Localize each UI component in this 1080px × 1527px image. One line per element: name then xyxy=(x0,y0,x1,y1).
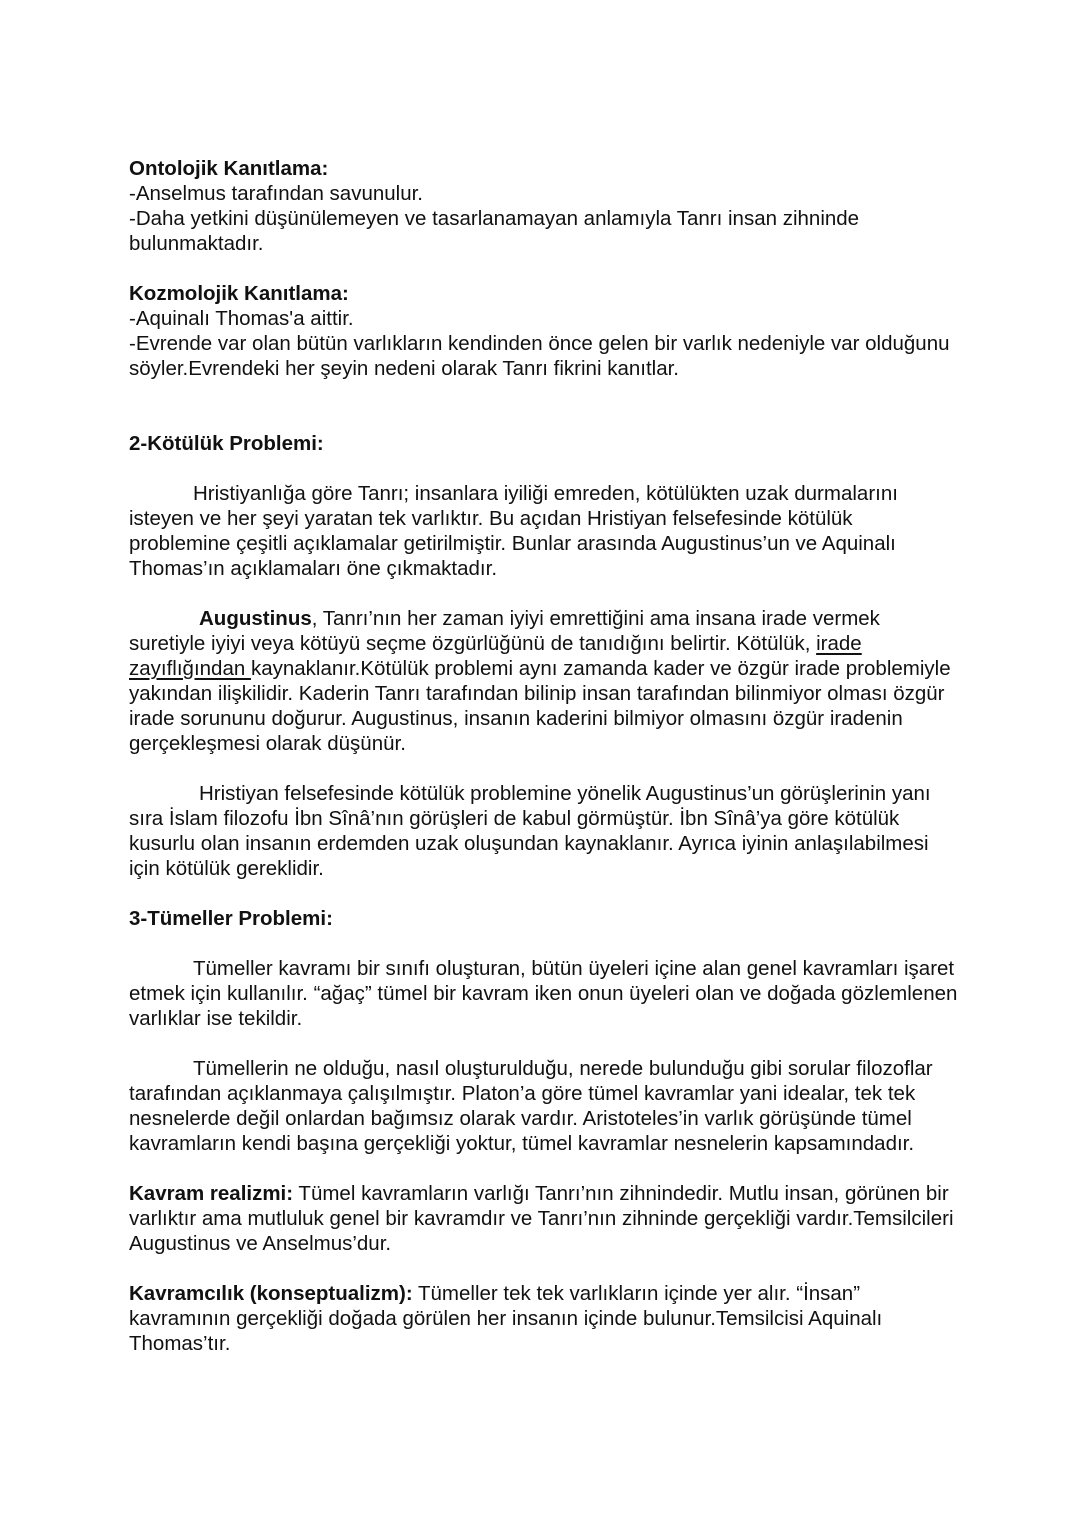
tumeller-paragraph-1: Tümeller kavramı bir sınıfı oluşturan, bütün üyeleri içine alan genel kavramları işaret etmek için kullanılır. “ağaç” tümel bir kavram iken onun üyeleri olan ve doğada gözlemlenen varlıklar ise tekildir. xyxy=(129,957,958,1030)
kavram-realizmi-text: Tümel kavramların varlığı Tanrı’nın zihnindedir. Mutlu insan, görünen bir varlıktır ama mutluluk genel bir kavramdır ve Tanrı’nın zihninde gerçekliği vardır.Temsilcileri Augustinus ve Anselmus’dur. xyxy=(129,1182,954,1255)
kavramcilik-paragraph xyxy=(129,1281,959,1356)
irade-zayifligi-underline: irade zayıflığından xyxy=(129,632,862,680)
tumeller-heading: 3-Tümeller Problemi: xyxy=(129,907,333,930)
document-page xyxy=(129,156,959,1356)
kotuluk-paragraph-3: Hristiyan felsefesinde kötülük problemine yönelik Augustinus’un görüşlerinin yanı sıra İslam filozofu İbn Sînâ’nın görüşleri de kabul görmüştür. İbn Sînâ’ya göre kötülük kusurlu olan insanın erdemden uzak oluşundan kaynaklanır. Ayrıca iyinin anlaşılabilmesi için kötülük gereklidir. xyxy=(129,782,931,880)
kozmolojik-heading: Kozmolojik Kanıtlama: xyxy=(129,282,349,305)
kavram-realizmi-label: Kavram realizmi: xyxy=(129,1182,294,1205)
kotuluk-paragraph-1: Hristiyanlığa göre Tanrı; insanlara iyiliği emreden, kötülükten uzak durmalarını isteyen ve her şeyi yaratan tek varlıktır. Bu açıdan Hristiyan felsefesinde kötülük problemine çeşitli açıklamalar getirilmiştir. Bunlar arasında Augustinus’un ve Aquinalı Thomas’ın açıklamaları öne çıkmaktadır. xyxy=(129,482,898,580)
kavramcilik-label: Kavramcılık (konseptualizm): xyxy=(129,1282,413,1305)
kotuluk-paragraph-2-text-a: , Tanrı’nın her zaman iyiyi emrettiğini ama insana irade vermek suretiyle iyiyi veya kötüyü seçme özgürlüğünü de tanıdığını belirtir. Kötülük, xyxy=(129,607,880,655)
kavram-realizmi-paragraph xyxy=(129,1181,959,1256)
kotuluk-paragraph-2-text-b: kaynaklanır.Kötülük problemi aynı zamanda kader ve özgür irade problemiyle yakından ilişkilidir. Kaderin Tanrı tarafından bilinip insan tarafından bilinmiyor olması özgür irade sorununu doğurur. Augustinus, insanın kaderini bilmiyor olmasını özgür iradenin gerçekleşmesi olarak düşünür. xyxy=(129,657,951,755)
kavramcilik-text: Tümeller tek tek varlıkların içinde yer alır. “İnsan” kavramının gerçekliği doğada görülen her insanın içinde bulunur.Temsilcisi Aquinalı Thomas’tır. xyxy=(129,1282,883,1355)
ontolojik-heading: Ontolojik Kanıtlama: xyxy=(129,157,329,180)
augustinus-bold: Augustinus xyxy=(199,607,312,630)
kozmolojik-line-2: -Evrende var olan bütün varlıkların kendinden önce gelen bir varlık nedeniyle var olduğunu söyler.Evrendeki her şeyin nedeni olarak Tanrı fikrini kanıtlar. xyxy=(129,332,950,380)
kotuluk-heading: 2-Kötülük Problemi: xyxy=(129,432,324,455)
ontolojik-line-1: -Anselmus tarafından savunulur. xyxy=(129,182,423,205)
ontolojik-line-2: -Daha yetkini düşünülemeyen ve tasarlanamayan anlamıyla Tanrı insan zihninde bulunmaktadır. xyxy=(129,207,860,255)
kotuluk-paragraph-2 xyxy=(129,606,959,756)
kozmolojik-line-1: -Aquinalı Thomas'a aittir. xyxy=(129,307,354,330)
tumeller-paragraph-2: Tümellerin ne olduğu, nasıl oluşturulduğu, nerede bulunduğu gibi sorular filozoflar tarafından açıklanmaya çalışılmıştır. Platon’a göre tümel kavramlar yani idealar, tek tek nesnelerde değil onlardan bağımsız olarak vardır. Aristoteles’in varlık görüşünde tümel kavramların kendi başına gerçekliği yoktur, tümel kavramlar nesnelerin kapsamındadır. xyxy=(129,1057,933,1155)
